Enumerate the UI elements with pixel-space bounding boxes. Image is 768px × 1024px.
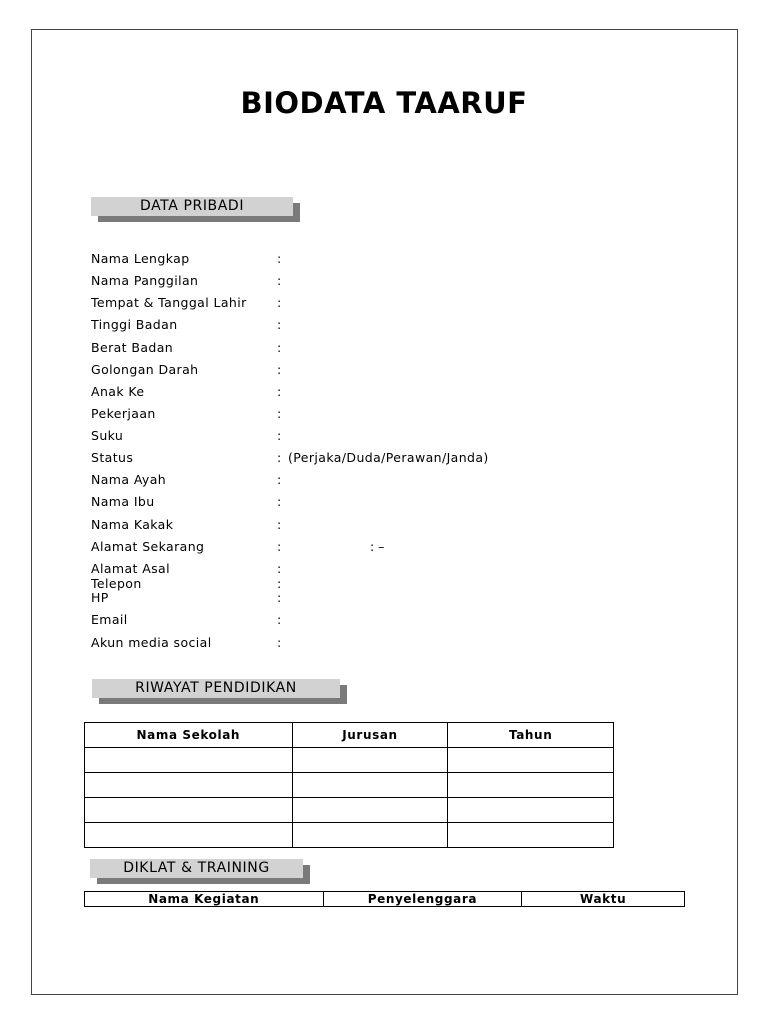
section-header-riwayat-pendidikan (92, 679, 340, 698)
field-colon: : (277, 362, 282, 377)
table-row (85, 748, 614, 773)
page-title: BIODATA TAARUF (240, 86, 528, 120)
section-header-data-pribadi (91, 197, 293, 216)
field-label: Status (91, 450, 134, 465)
field-label: Alamat Asal (91, 561, 170, 576)
field-colon: : (277, 450, 282, 465)
field-colon: : (277, 428, 282, 443)
field-label: Alamat Sekarang (91, 539, 205, 554)
table-cell (448, 798, 614, 823)
table-row (85, 773, 614, 798)
column-header: Penyelenggara (323, 892, 522, 907)
section-title: DATA PRIBADI (139, 198, 245, 214)
field-colon: : (277, 539, 282, 554)
field-colon: : (277, 590, 282, 605)
field-label: Pekerjaan (91, 406, 156, 421)
field-colon: : (277, 251, 282, 266)
field-label: Nama Lengkap (91, 251, 190, 266)
field-colon: : (277, 340, 282, 355)
field-label: Nama Panggilan (91, 273, 199, 288)
field-colon: : (277, 494, 282, 509)
page-frame (31, 29, 738, 995)
field-label: Anak Ke (91, 384, 145, 399)
section-header-diklat-training (90, 859, 303, 878)
field-label: Nama Kakak (91, 517, 174, 532)
field-label: Akun media social (91, 635, 212, 650)
field-value: (Perjaka/Duda/Perawan/Janda) (288, 450, 489, 465)
field-label: Tempat & Tanggal Lahir (91, 295, 247, 310)
field-label: Berat Badan (91, 340, 174, 355)
field-colon: : (277, 384, 282, 399)
table-cell (292, 823, 448, 848)
field-colon: : (277, 317, 282, 332)
column-header: Waktu (522, 892, 685, 907)
field-colon: : (277, 472, 282, 487)
field-label: Suku (91, 428, 124, 443)
table-cell (448, 773, 614, 798)
table-cell (292, 798, 448, 823)
column-header: Jurusan (292, 723, 448, 748)
section-title: DIKLAT & TRAINING (123, 860, 270, 876)
field-label: Tinggi Badan (91, 317, 178, 332)
table-cell (85, 823, 293, 848)
table-row (85, 823, 614, 848)
section-title: RIWAYAT PENDIDIKAN (135, 680, 297, 696)
field-label: Golongan Darah (91, 362, 199, 377)
field-colon: : (277, 612, 282, 627)
field-label: Nama Ibu (91, 494, 155, 509)
field-colon: : (277, 295, 282, 310)
field-extra: : – (370, 539, 385, 554)
column-header: Nama Kegiatan (85, 892, 324, 907)
field-colon: : (277, 635, 282, 650)
field-colon: : (277, 406, 282, 421)
table-cell (448, 823, 614, 848)
field-colon: : (277, 576, 282, 591)
table-cell (292, 773, 448, 798)
field-colon: : (277, 561, 282, 576)
field-label: Telepon (91, 576, 142, 591)
field-label: Nama Ayah (91, 472, 167, 487)
field-label: HP (91, 590, 109, 605)
table-cell (292, 748, 448, 773)
column-header: Nama Sekolah (85, 723, 293, 748)
education-table (84, 722, 614, 848)
table-row (85, 798, 614, 823)
field-label: Email (91, 612, 128, 627)
column-header: Tahun (448, 723, 614, 748)
field-colon: : (277, 273, 282, 288)
training-table (84, 891, 685, 907)
table-cell (85, 773, 293, 798)
table-cell (85, 798, 293, 823)
table-cell (85, 748, 293, 773)
table-cell (448, 748, 614, 773)
field-colon: : (277, 517, 282, 532)
